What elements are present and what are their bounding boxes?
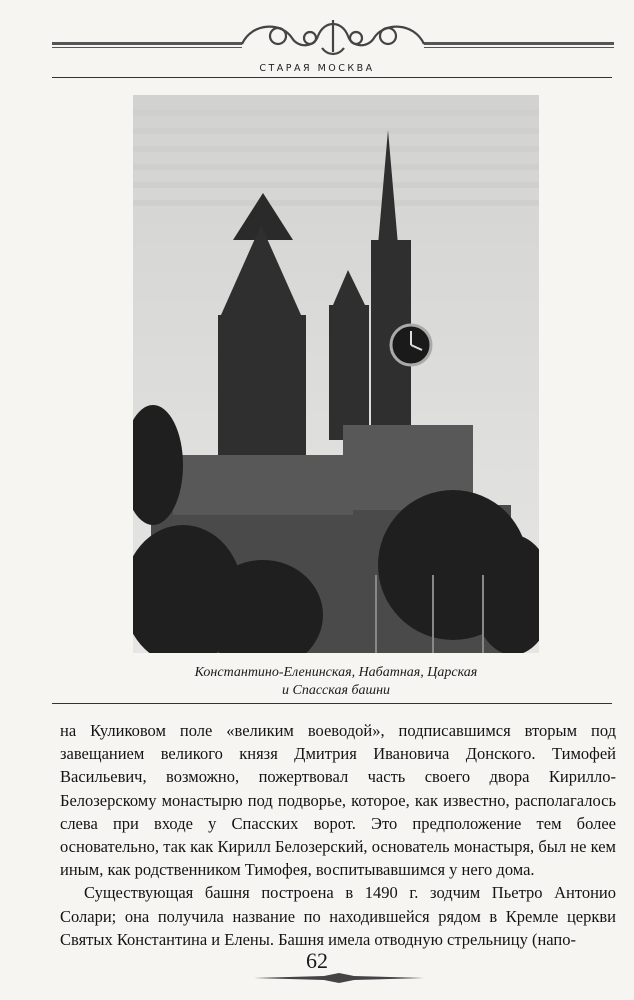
body-text — [60, 719, 616, 951]
figure-caption — [100, 664, 572, 700]
paragraph-2: Существующая башня построена в 1490 г. зодчим Пьетро Антонио Солари; она получила название по находившейся рядом в Кремле церкви Святых Константина и Елены. Башня имела отводную стрельницу (напо- — [60, 883, 616, 949]
paragraph-1: на Куликовом поле «великим воеводой», подписавшимся вторым под завещанием великого князя Дмитрия Ивановича Донского. Тимофей Васильевич, возможно, пожертвовал часть своего двора Кирилло-Белозерскому монастырю под подворье, которое, как известно, располагалось слева при входе у Спасских ворот. Это предположение тем более основательно, так как Кирилл Белозерский, основатель монастыря, был не кем иным, как родственником Тимофея, воспитывавшимся у него дома. — [60, 721, 616, 880]
header-ornament — [52, 12, 614, 62]
page-number: 62 — [306, 948, 328, 973]
running-title: СТАРАЯ МОСКВА — [259, 63, 375, 74]
kremlin-towers-photo — [133, 95, 539, 653]
header-rule — [52, 77, 612, 78]
footer-ornament — [254, 973, 424, 983]
caption-line-1: Константино-Еленинская, Набатная, Царская — [194, 665, 478, 680]
caption-line-2: и Спасская башни — [281, 683, 391, 698]
caption-divider — [52, 703, 612, 704]
